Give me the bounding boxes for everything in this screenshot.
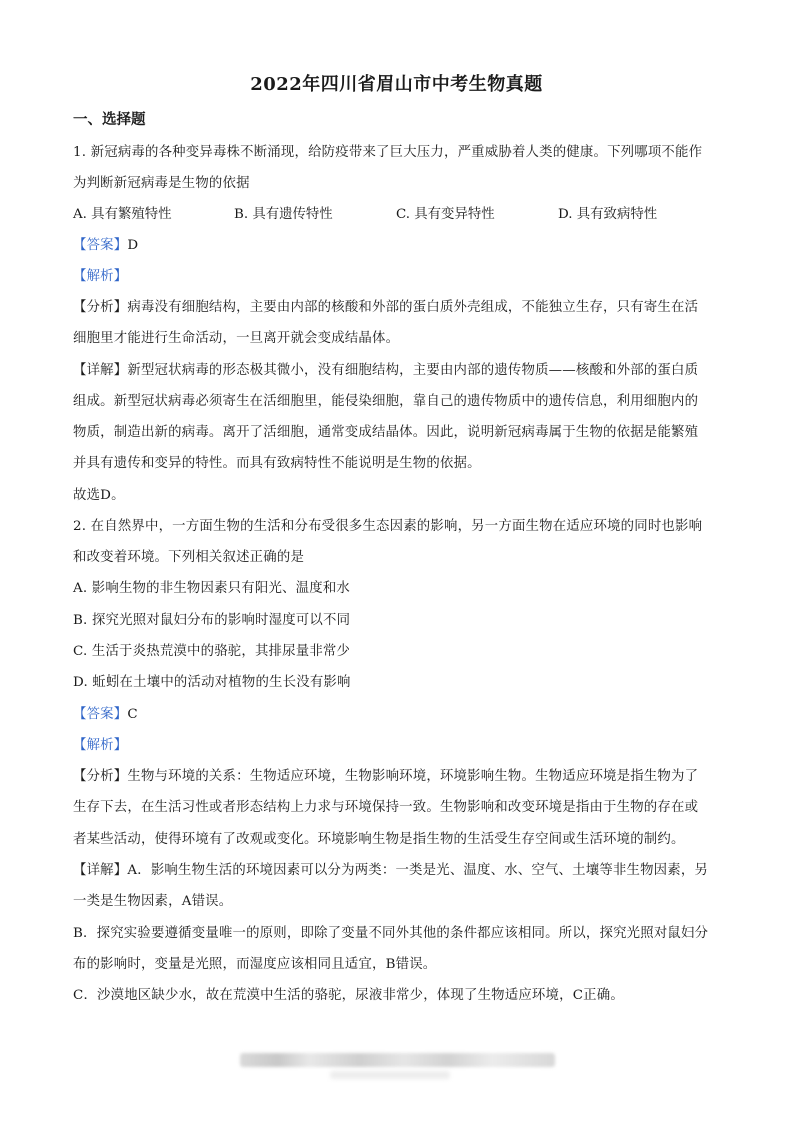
fenxi-tag: 【分析】 <box>73 300 128 315</box>
q2-option-a: A. 影响生物的非生物因素只有阳光、温度和水 <box>73 581 351 596</box>
q2-stem-line-1: 2. 在自然界中，一方面生物的生活和分布受很多生态因素的影响，另一方面生物在适应环境的同时也影响 <box>73 519 703 534</box>
q1-answer-line <box>73 234 138 253</box>
q2-fenxi-text-1: 生物与环境的关系：生物适应环境，生物影响环境，环境影响生物。生物适应环境是指生物为了 <box>127 769 699 784</box>
q2-xiangjie-line-1 <box>73 859 708 878</box>
xiangjie-tag: 【详解】 <box>73 863 128 878</box>
section-heading: 一、选择题 <box>73 111 146 128</box>
q1-stem-line-2: 为判断新冠病毒是生物的依据 <box>73 176 250 191</box>
q2-fenxi-line-2: 生存下去，在生活习性或者形态结构上力求与环境保持一致。生物影响和改变环境是指由于生物的存在或 <box>73 800 699 815</box>
q1-xiangjie-line-2: 组成。新型冠状病毒必须寄生在活细胞里，能侵染细胞，靠自己的遗传物质中的遗传信息，利用细胞内的 <box>73 394 699 409</box>
q2-answer: C <box>127 707 138 722</box>
xiangjie-tag: 【详解】 <box>73 363 128 378</box>
q2-xiangjie-line-3: B．探究实验要遵循变量唯一的原则，即除了变量不同外其他的条件都应该相同。所以，探究光照对鼠妇分 <box>73 926 709 941</box>
q1-option-b: B. 具有遗传特性 <box>234 207 333 222</box>
q2-fenxi-line-1 <box>73 765 698 784</box>
answer-tag: 【答案】 <box>73 238 128 253</box>
q1-option-a: A. 具有繁殖特性 <box>73 207 172 222</box>
blurred-footer-watermark <box>240 1053 555 1067</box>
q1-stem-line-1: 1. 新冠病毒的各种变异毒株不断涌现，给防疫带来了巨大压力，严重威胁着人类的健康。下列哪项不能作 <box>73 145 703 160</box>
q2-answer-line <box>73 703 138 722</box>
q1-fenxi-line-2: 细胞里才能进行生命活动，一旦离开就会变成结晶体。 <box>73 331 400 346</box>
q1-option-d: D. 具有致病特性 <box>558 207 658 222</box>
q2-xiangjie-text-1: A．影响生物生活的环境因素可以分为两类：一类是光、温度、水、空气、土壤等非生物因素，另 <box>127 863 709 878</box>
q1-analysis-tag: 【解析】 <box>73 269 128 284</box>
page-title: 2022年四川省眉山市中考生物真题 <box>250 74 543 95</box>
q1-fenxi-text-1: 病毒没有细胞结构，主要由内部的核酸和外部的蛋白质外壳组成，不能独立生存，只有寄生在活 <box>127 300 699 315</box>
q2-xiangjie-line-2: 一类是生物因素，A错误。 <box>73 894 233 909</box>
q2-option-b: B. 探究光照对鼠妇分布的影响时湿度可以不同 <box>73 613 351 628</box>
answer-tag: 【答案】 <box>73 707 128 722</box>
q1-xiangjie-line-3: 物质，制造出新的病毒。离开了活细胞，通常变成结晶体。因此，说明新冠病毒属于生物的依据是能繁殖 <box>73 425 699 440</box>
q1-xiangjie-line-1 <box>73 359 698 378</box>
q1-xiangjie-line-4: 并具有遗传和变异的特性。而具有致病特性不能说明是生物的依据。 <box>73 456 481 471</box>
q2-option-c: C. 生活于炎热荒漠中的骆驼，其排尿量非常少 <box>73 644 351 659</box>
blurred-footer-watermark-sub <box>330 1071 450 1079</box>
q2-stem-line-2: 和改变着环境。下列相关叙述正确的是 <box>73 550 305 565</box>
q2-analysis-tag: 【解析】 <box>73 738 128 753</box>
q1-option-c: C. 具有变异特性 <box>396 207 495 222</box>
q2-xiangjie-line-4: 布的影响时，变量是光照，而湿度应该相同且适宜，B错误。 <box>73 957 437 972</box>
q1-answer: D <box>127 238 139 253</box>
q2-option-d: D. 蚯蚓在土壤中的活动对植物的生长没有影响 <box>73 675 351 690</box>
q1-fenxi-line-1 <box>73 296 698 315</box>
q1-xiangjie-text-1: 新型冠状病毒的形态极其微小，没有细胞结构，主要由内部的遗传物质——核酸和外部的蛋白质 <box>127 363 699 378</box>
q2-fenxi-line-3: 者某些活动，使得环境有了改观或变化。环境影响生物是指生物的生活受生存空间或生活环境的制约。 <box>73 832 685 847</box>
fenxi-tag: 【分析】 <box>73 769 128 784</box>
q1-conclusion: 故选D。 <box>73 488 125 503</box>
q2-xiangjie-line-5: C．沙漠地区缺少水，故在荒漠中生活的骆驼，尿液非常少，体现了生物适应环境，C正确。 <box>73 988 624 1003</box>
